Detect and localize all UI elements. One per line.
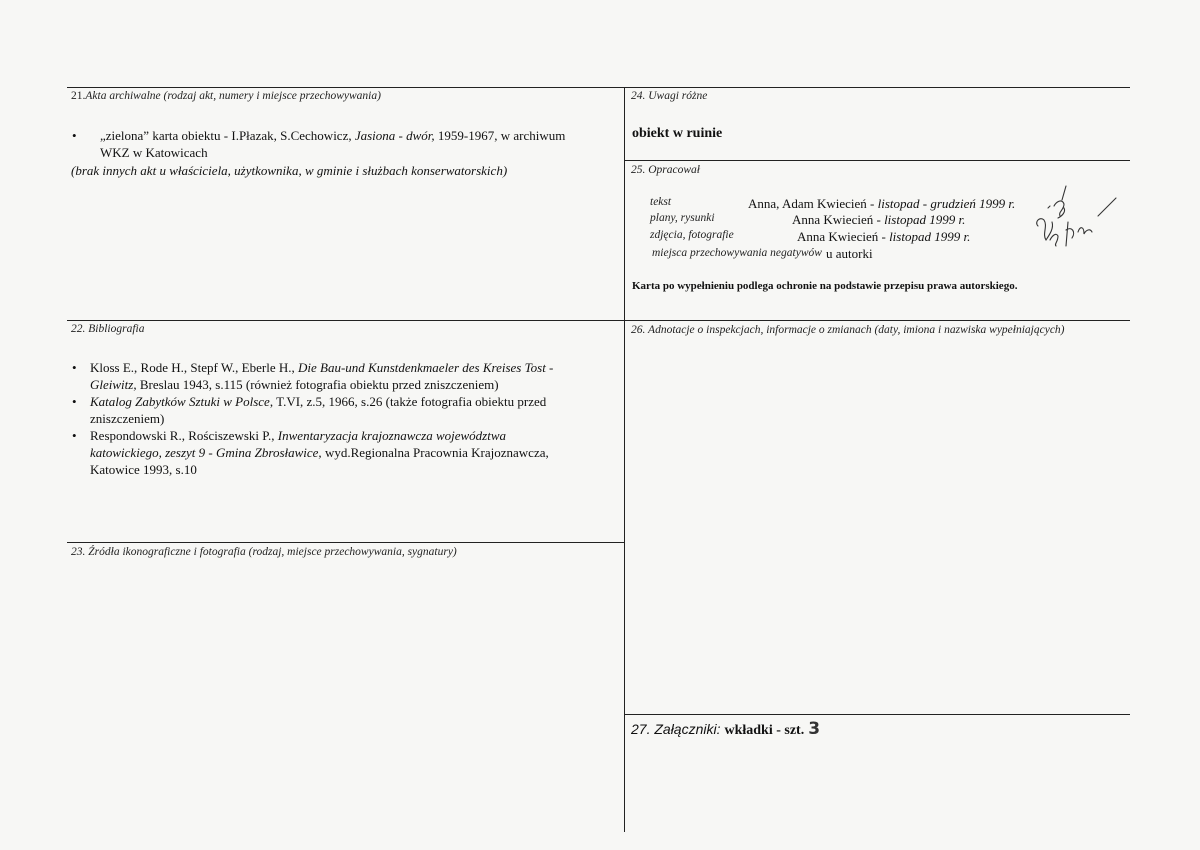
bib-1-title-cont: Gleiwitz, — [90, 377, 137, 392]
bullet-icon: • — [72, 128, 77, 143]
s25-date-plans: listopad 1999 r. — [884, 212, 966, 227]
s25-value-text — [748, 195, 1015, 212]
bib-3-title-cont: katowickiego, zeszyt 9 - Gmina Zbrosławice, — [90, 445, 322, 460]
s25-date-text: listopad - grudzień 1999 r. — [877, 196, 1016, 211]
s25-author-text: Anna, Adam Kwiecień - — [748, 196, 878, 211]
s25-date-photos: listopad 1999 r. — [889, 229, 971, 244]
section-27-label: 27. Załączniki: — [631, 721, 721, 737]
rule-26-27 — [625, 714, 1130, 715]
s21-item-text-b: 1959-1967, w archiwum — [434, 128, 566, 143]
section-21-item-line2: WKZ w Katowicach — [100, 145, 208, 160]
bullet-icon: • — [72, 394, 77, 409]
s25-author-photos: Anna Kwiecień - — [797, 229, 890, 244]
bib-item-1-line1 — [90, 359, 553, 376]
bib-item-1-line2 — [90, 376, 499, 393]
section-23-header: 23. Źródła ikonograficzne i fotografia (rodzaj, miejsce przechowywania, sygnatury) — [71, 546, 457, 558]
top-rule — [67, 87, 1130, 88]
bib-2-title: Katalog Zabytków Sztuki w Polsce — [90, 394, 270, 409]
bib-item-3-line1 — [90, 427, 506, 444]
bib-3-authors: Respondowski R., Rościszewski P., — [90, 428, 278, 443]
bib-item-3-line3: Katowice 1993, s.10 — [90, 462, 197, 477]
s25-author-plans: Anna Kwiecień - — [792, 212, 885, 227]
bib-1-details: Breslau 1943, s.115 (również fotografia obiektu przed zniszczeniem) — [136, 377, 499, 392]
center-divider — [624, 87, 625, 832]
bib-item-3-line2 — [90, 444, 549, 461]
s25-label-photos: zdjęcia, fotografie — [650, 229, 734, 241]
s21-item-text-a: „zielona” karta obiektu - I.Płazak, S.Cechowicz, — [100, 128, 355, 143]
bib-3-publisher: wyd.Regionalna Pracownia Krajoznawcza, — [321, 445, 549, 460]
s25-label-text: tekst — [650, 196, 672, 208]
s25-negatives-value: u autorki — [826, 246, 873, 261]
signature-icon — [1028, 182, 1123, 254]
section-21-title: Akta archiwalne (rodzaj akt, numery i miejsce przechowywania) — [85, 90, 381, 102]
section-25-header: 25. Opracował — [631, 164, 700, 176]
section-21-number: 21. — [71, 90, 86, 102]
s25-label-plans: plany, rysunki — [650, 212, 715, 224]
s21-item-title: Jasiona - dwór, — [354, 128, 435, 143]
bullet-icon: • — [72, 428, 77, 443]
s25-value-photos — [797, 228, 970, 245]
section-27-value: wkładki - szt. — [724, 723, 805, 738]
rule-24-25 — [625, 160, 1130, 161]
section-21-header — [71, 90, 381, 102]
section-24-header: 24. Uwagi różne — [631, 90, 708, 102]
section-26-header: 26. Adnotacje o inspekcjach, informacje o zmianach (daty, imiona i nazwiska wypełniających) — [631, 324, 1065, 336]
bib-2-details: , T.VI, z.5, 1966, s.26 (także fotografia obiektu przed — [269, 394, 547, 409]
bib-item-2-line2: zniszczeniem) — [90, 411, 165, 426]
bib-1-authors: Kloss E., Rode H., Stepf W., Eberle H., — [90, 360, 298, 375]
s25-value-plans — [792, 211, 965, 228]
section-22-header: 22. Bibliografia — [71, 323, 145, 335]
s25-negatives-label: miejsca przechowywania negatywów — [652, 247, 822, 259]
rule-22-23 — [67, 542, 625, 543]
s25-copyright-notice: Karta po wypełnieniu podlega ochronie na podstawie przepisu prawa autorskiego. — [632, 280, 1018, 292]
bib-item-2-line1 — [90, 393, 546, 410]
section-27-handwritten-count: 3 — [808, 719, 821, 739]
section-21-item — [100, 127, 565, 144]
bib-3-title: Inwentaryzacja krajoznawcza województwa — [277, 428, 507, 443]
section-27-line — [631, 719, 820, 739]
rule-21-22 — [67, 320, 1130, 321]
section-21-note: (brak innych akt u właściciela, użytkownika, w gminie i służbach konserwatorskich) — [71, 163, 508, 178]
section-24-value: obiekt w ruinie — [632, 126, 723, 141]
bullet-icon: • — [72, 360, 77, 375]
bib-1-title: Die Bau-und Kunstdenkmaeler des Kreises Tost - — [297, 360, 554, 375]
